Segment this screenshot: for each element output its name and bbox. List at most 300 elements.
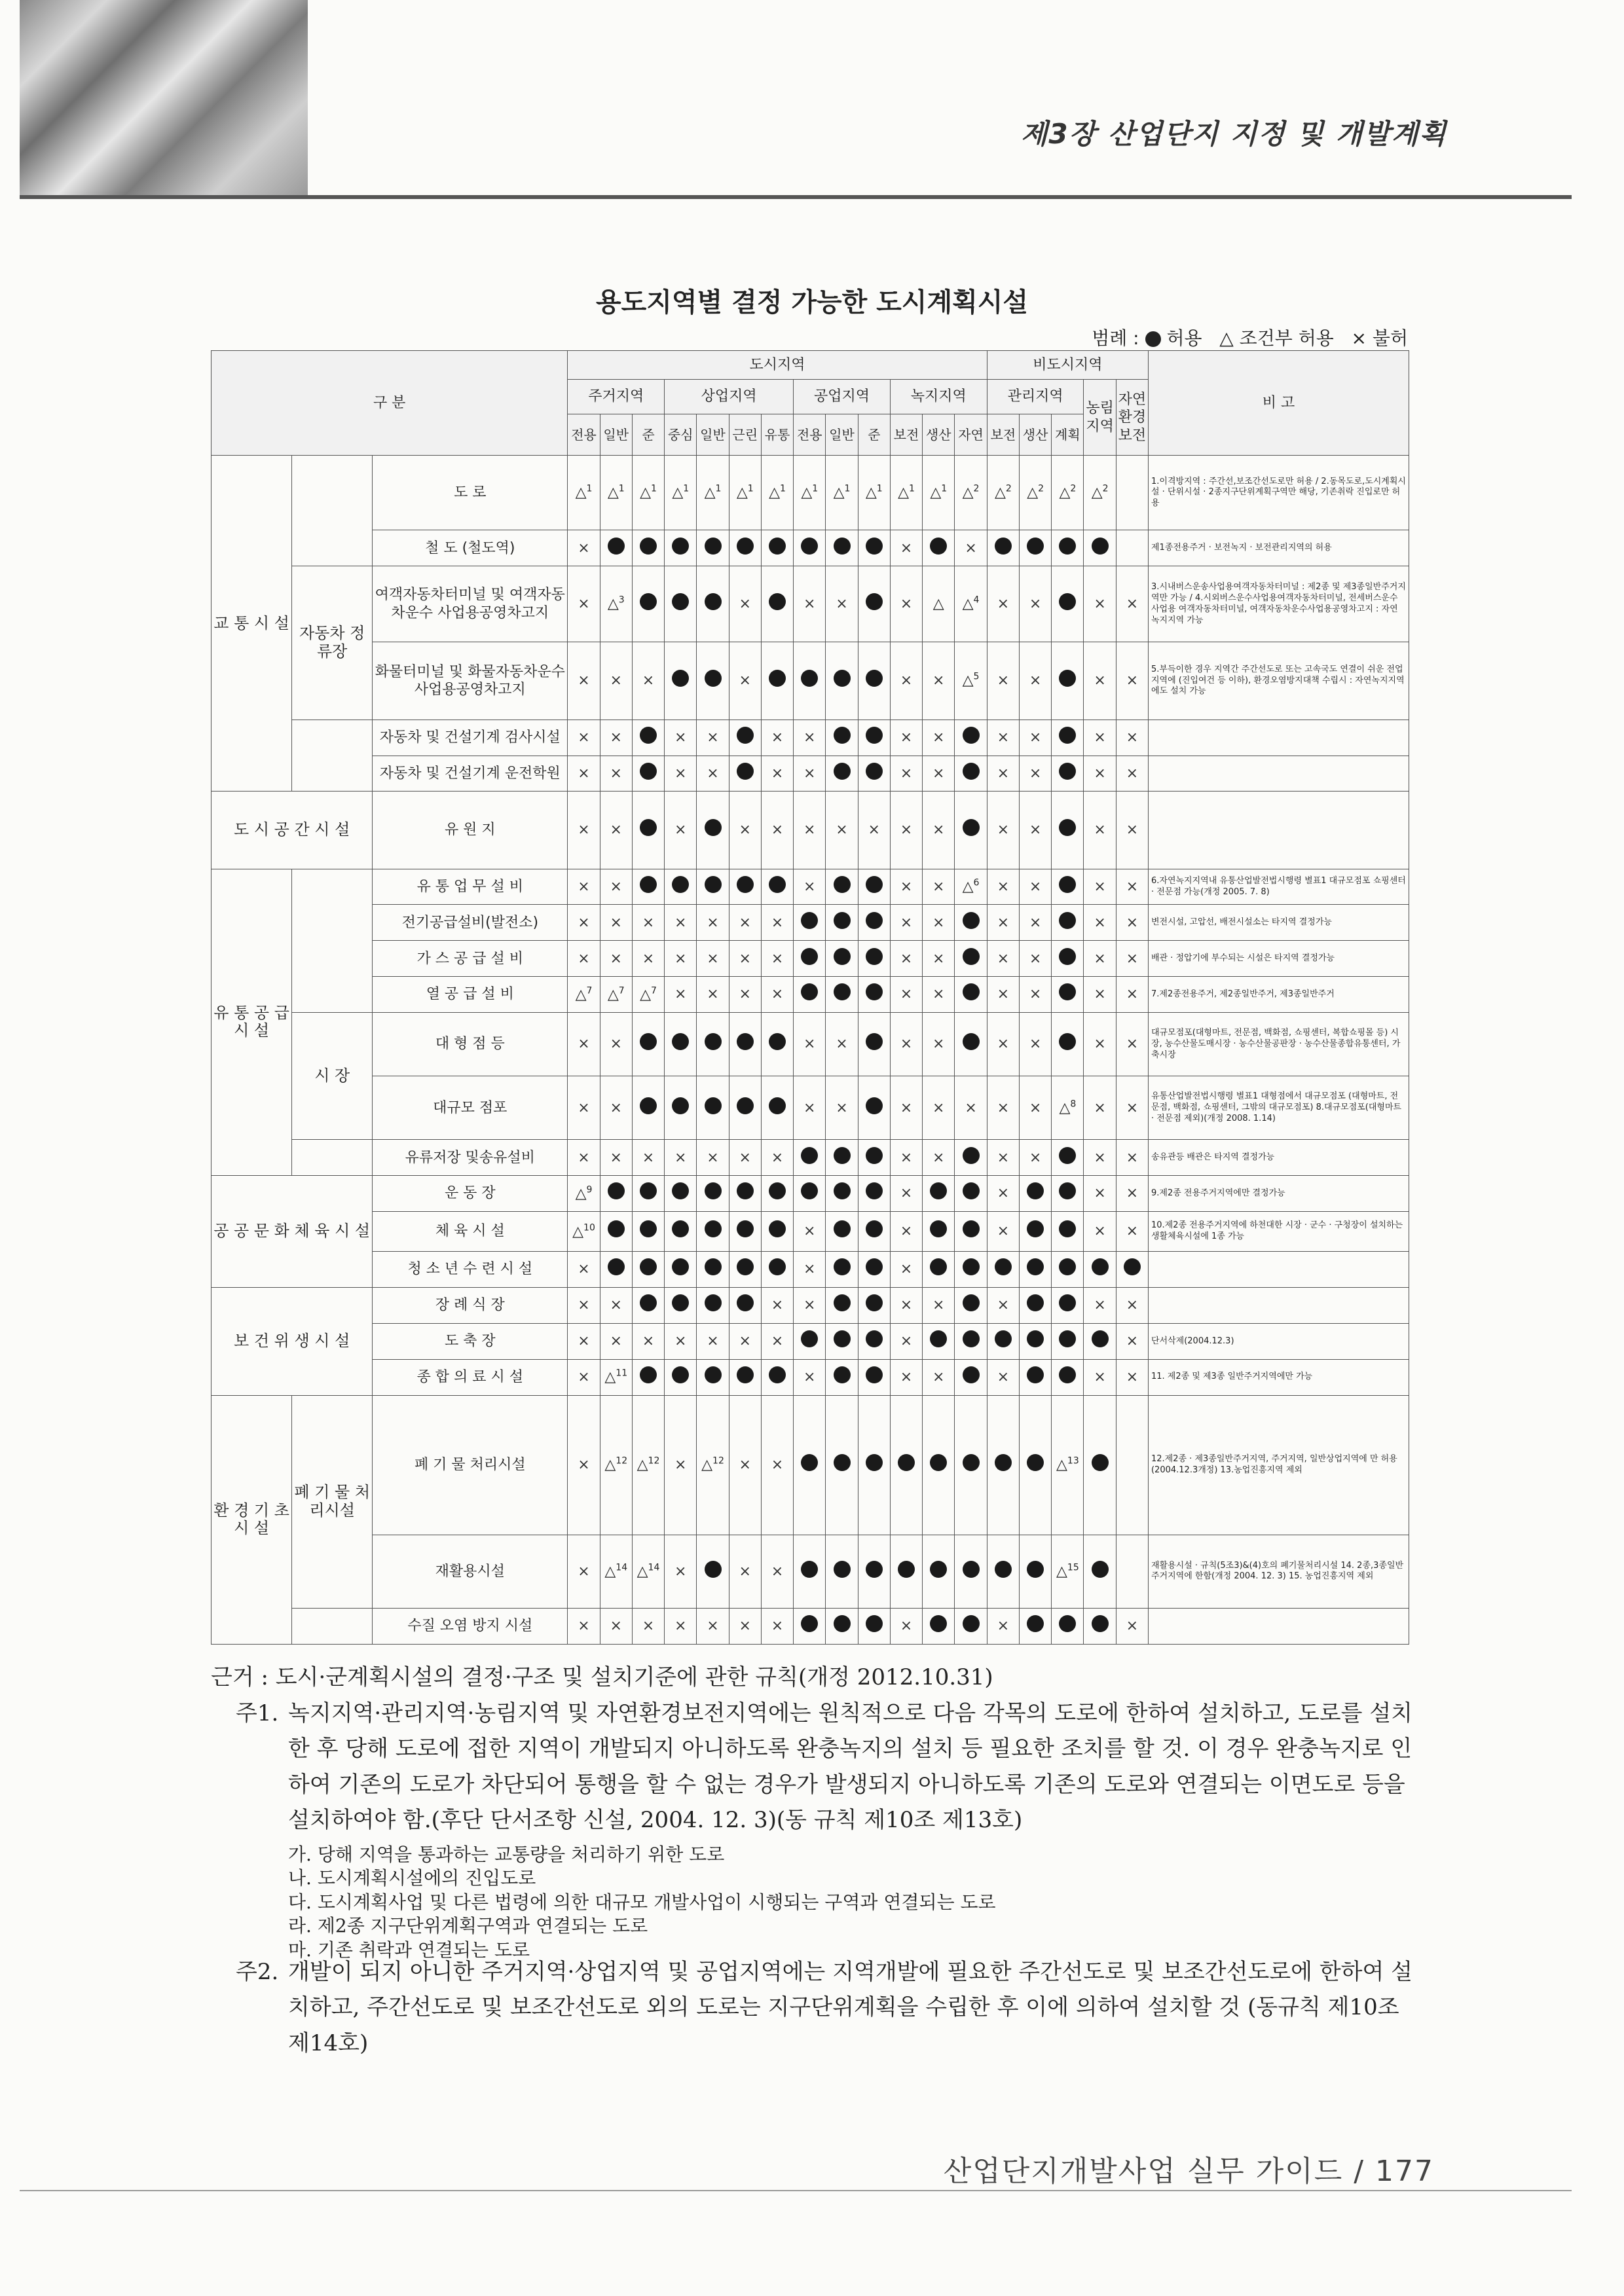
cell-r15-c17 <box>1116 1212 1148 1252</box>
prohibited-mark: × <box>1126 950 1139 967</box>
allow-dot-icon <box>769 1182 786 1199</box>
allow-dot-icon <box>866 1220 883 1237</box>
prohibited-mark: × <box>707 1149 719 1166</box>
allow-dot-icon <box>995 1258 1012 1275</box>
conditional-mark: △$^2$ <box>1059 484 1077 501</box>
allow-dot-icon <box>963 1294 980 1311</box>
cell-r6-c7 <box>794 792 826 869</box>
cell-r21-c8 <box>826 1535 858 1609</box>
conditional-mark: △$^1$ <box>833 484 851 501</box>
allow-dot-icon <box>608 1182 625 1199</box>
legend-label: 범례 : <box>1092 327 1139 349</box>
cell-r14-c1 <box>600 1176 632 1212</box>
cell-r2-c0 <box>568 566 600 642</box>
table-row <box>212 1140 1409 1176</box>
prohibited-mark: × <box>578 596 590 613</box>
cell-r21-c2 <box>632 1535 664 1609</box>
zoning-table <box>211 350 1409 1645</box>
prohibited-mark: × <box>1126 672 1139 689</box>
allow-dot-icon <box>834 912 851 929</box>
row-label: 자동차 및 건설기계 검사시설 <box>373 720 568 756</box>
cell-r7-c5 <box>729 869 761 905</box>
prohibited-mark: × <box>610 950 622 967</box>
note1-head: 주1. <box>236 1700 279 1726</box>
prohibited-mark: × <box>1029 596 1042 613</box>
allow-dot-icon <box>737 1294 754 1311</box>
row-label: 대규모 점포 <box>373 1076 568 1140</box>
prohibited-mark: × <box>578 1149 590 1166</box>
cell-r6-c17 <box>1116 792 1148 869</box>
cell-r20-c4 <box>697 1395 729 1535</box>
cell-r11-c16 <box>1084 1013 1116 1076</box>
cell-r15-c16 <box>1084 1212 1116 1252</box>
allow-dot-icon <box>1027 1182 1044 1199</box>
prohibited-mark: × <box>997 1149 1010 1166</box>
row-note <box>1148 720 1409 756</box>
cell-r20-c2 <box>632 1395 664 1535</box>
cell-r7-c2 <box>632 869 664 905</box>
allow-dot-icon <box>1027 1294 1044 1311</box>
cell-r13-c12 <box>955 1140 987 1176</box>
cell-r20-c7 <box>794 1395 826 1535</box>
prohibited-mark: × <box>997 765 1010 782</box>
cell-r0-c2 <box>632 456 664 530</box>
cell-r12-c9 <box>858 1076 890 1140</box>
allow-dot-icon <box>672 1097 689 1114</box>
cell-r7-c7 <box>794 869 826 905</box>
prohibited-mark: × <box>578 1563 590 1580</box>
prohibited-mark: × <box>674 1333 687 1350</box>
cell-r16-c15 <box>1052 1252 1084 1288</box>
table-row <box>212 1359 1409 1395</box>
cell-r7-c15 <box>1052 869 1084 905</box>
row-label: 재활용시설 <box>373 1535 568 1609</box>
allow-dot-icon <box>1059 1220 1076 1237</box>
cell-r14-c3 <box>665 1176 697 1212</box>
prohibited-mark: × <box>771 822 784 839</box>
cell-r3-c11 <box>923 642 955 720</box>
conditional-mark: △ <box>932 596 944 613</box>
row-label: 열 공 급 설 비 <box>373 977 568 1013</box>
cell-r9-c10 <box>890 941 922 977</box>
cell-r15-c0 <box>568 1212 600 1252</box>
cell-r1-c5 <box>729 530 761 566</box>
cell-r8-c2 <box>632 905 664 941</box>
row-label: 자동차 및 건설기계 운전학원 <box>373 756 568 792</box>
cell-r11-c0 <box>568 1013 600 1076</box>
cell-r7-c3 <box>665 869 697 905</box>
prohibited-mark: × <box>771 1297 784 1314</box>
subheader-mgt-1: 생산 <box>1019 414 1051 456</box>
prohibited-mark: × <box>771 986 784 1003</box>
prohibited-mark: × <box>900 1297 913 1314</box>
cell-r1-c8 <box>826 530 858 566</box>
cell-r2-c17 <box>1116 566 1148 642</box>
prohibited-mark: × <box>1094 672 1106 689</box>
allow-dot-icon <box>866 1561 883 1578</box>
cell-r22-c0 <box>568 1608 600 1644</box>
allow-dot-icon <box>866 593 883 610</box>
cell-r11-c3 <box>665 1013 697 1076</box>
row-note: 제1종전용주거 · 보전녹지 · 보전관리지역의 허용 <box>1148 530 1409 566</box>
cat-blank <box>292 869 373 1013</box>
prohibited-mark: × <box>900 1369 913 1386</box>
prohibited-mark: × <box>610 1618 622 1635</box>
allow-dot-icon <box>866 538 883 555</box>
cell-r20-c13 <box>987 1395 1019 1535</box>
cell-r3-c5 <box>729 642 761 720</box>
allow-dot-icon <box>608 1258 625 1275</box>
allow-dot-icon <box>640 727 657 744</box>
prohibited-mark: × <box>900 878 913 895</box>
cell-r10-c10 <box>890 977 922 1013</box>
cell-r5-c14 <box>1019 756 1051 792</box>
prohibited-mark: × <box>578 1297 590 1314</box>
header-nature: 자연환경보전 <box>1116 380 1148 456</box>
allow-dot-icon <box>737 727 754 744</box>
allow-dot-icon <box>1059 819 1076 836</box>
cell-r18-c5 <box>729 1324 761 1360</box>
cell-r7-c9 <box>858 869 890 905</box>
cell-r10-c12 <box>955 977 987 1013</box>
prohibited-mark: × <box>771 914 784 931</box>
cell-r7-c17 <box>1116 869 1148 905</box>
cat-environment: 환 경 기 초 시 설 <box>212 1395 292 1644</box>
cell-r19-c8 <box>826 1359 858 1395</box>
table-row <box>212 1252 1409 1288</box>
prohibited-mark: × <box>707 914 719 931</box>
prohibited-mark: × <box>900 1261 913 1278</box>
cell-r13-c16 <box>1084 1140 1116 1176</box>
prohibited-mark: × <box>610 729 622 746</box>
allow-dot-icon <box>1027 538 1044 555</box>
subheader-ind-0: 전용 <box>794 414 826 456</box>
cell-r15-c12 <box>955 1212 987 1252</box>
cell-r11-c13 <box>987 1013 1019 1076</box>
legend-prohibited: × 불허 <box>1351 327 1408 349</box>
allow-dot-icon <box>995 1561 1012 1578</box>
allow-dot-icon <box>963 948 980 965</box>
table-row <box>212 869 1409 905</box>
cell-r13-c10 <box>890 1140 922 1176</box>
cell-r22-c14 <box>1019 1608 1051 1644</box>
cell-r13-c2 <box>632 1140 664 1176</box>
cell-r13-c6 <box>761 1140 793 1176</box>
allow-dot-icon <box>705 593 722 610</box>
cell-r12-c15 <box>1052 1076 1084 1140</box>
cell-r21-c15 <box>1052 1535 1084 1609</box>
prohibited-mark: × <box>674 822 687 839</box>
allow-dot-icon <box>672 1220 689 1237</box>
allow-dot-icon <box>1059 1615 1076 1632</box>
cell-r22-c2 <box>632 1608 664 1644</box>
cell-r5-c6 <box>761 756 793 792</box>
conditional-mark: △$^1$ <box>575 484 593 501</box>
cell-r16-c1 <box>600 1252 632 1288</box>
cell-r14-c15 <box>1052 1176 1084 1212</box>
cell-r19-c5 <box>729 1359 761 1395</box>
prohibited-mark: × <box>707 986 719 1003</box>
allow-dot-icon <box>1092 538 1109 555</box>
cat-blank <box>292 1608 373 1644</box>
cell-r22-c8 <box>826 1608 858 1644</box>
prohibited-mark: × <box>997 986 1010 1003</box>
allow-dot-icon <box>834 538 851 555</box>
prohibited-mark: × <box>1126 986 1139 1003</box>
prohibited-mark: × <box>739 822 751 839</box>
conditional-mark: △$^1$ <box>801 484 819 501</box>
allow-dot-icon <box>866 1147 883 1164</box>
cell-r11-c8 <box>826 1013 858 1076</box>
cell-r19-c13 <box>987 1359 1019 1395</box>
cell-r19-c11 <box>923 1359 955 1395</box>
allow-dot-icon <box>672 876 689 893</box>
row-label: 유 통 업 무 설 비 <box>373 869 568 905</box>
table-row <box>212 456 1409 530</box>
allow-dot-icon <box>866 1294 883 1311</box>
allow-dot-icon <box>640 538 657 555</box>
cell-r9-c5 <box>729 941 761 977</box>
allow-dot-icon <box>963 727 980 744</box>
cell-r11-c17 <box>1116 1013 1148 1076</box>
allow-dot-icon <box>1027 1258 1044 1275</box>
allow-dot-icon <box>705 1220 722 1237</box>
cell-r0-c13 <box>987 456 1019 530</box>
cell-r22-c9 <box>858 1608 890 1644</box>
prohibited-mark: × <box>803 1223 816 1240</box>
conditional-mark: △$^2$ <box>994 484 1012 501</box>
prohibited-mark: × <box>932 1036 945 1053</box>
cell-r0-c1 <box>600 456 632 530</box>
prohibited-mark: × <box>1029 986 1042 1003</box>
cell-r6-c2 <box>632 792 664 869</box>
cell-r15-c15 <box>1052 1212 1084 1252</box>
prohibited-mark: × <box>997 729 1010 746</box>
prohibited-mark: × <box>610 765 622 782</box>
cell-r13-c5 <box>729 1140 761 1176</box>
allow-dot-icon <box>930 1182 947 1199</box>
allow-dot-icon <box>1145 331 1161 347</box>
cell-r16-c14 <box>1019 1252 1051 1288</box>
cell-r15-c1 <box>600 1212 632 1252</box>
cell-r3-c12 <box>955 642 987 720</box>
cell-r16-c11 <box>923 1252 955 1288</box>
prohibited-mark: × <box>1094 1297 1106 1314</box>
cell-r7-c4 <box>697 869 729 905</box>
prohibited-mark: × <box>674 914 687 931</box>
cell-r2-c6 <box>761 566 793 642</box>
cell-r22-c13 <box>987 1608 1019 1644</box>
cell-r1-c14 <box>1019 530 1051 566</box>
header-agri: 농림지역 <box>1084 380 1116 456</box>
allow-dot-icon <box>1059 1294 1076 1311</box>
allow-dot-icon <box>834 763 851 780</box>
cell-r8-c11 <box>923 905 955 941</box>
prohibited-mark: × <box>771 1457 784 1474</box>
cell-r13-c15 <box>1052 1140 1084 1176</box>
table-row <box>212 1076 1409 1140</box>
prohibited-mark: × <box>771 729 784 746</box>
allow-dot-icon <box>1027 1330 1044 1347</box>
prohibited-mark: × <box>707 1618 719 1635</box>
prohibited-mark: × <box>932 672 945 689</box>
header-urban: 도시지역 <box>568 351 987 380</box>
allow-dot-icon <box>640 819 657 836</box>
cell-r4-c3 <box>665 720 697 756</box>
prohibited-mark: × <box>900 729 913 746</box>
subheader-grn-0: 보전 <box>890 414 922 456</box>
cell-r6-c11 <box>923 792 955 869</box>
cell-r8-c9 <box>858 905 890 941</box>
allow-dot-icon <box>866 912 883 929</box>
table-row <box>212 566 1409 642</box>
prohibited-mark: × <box>1029 950 1042 967</box>
prohibited-mark: × <box>803 765 816 782</box>
legend-allow: 허용 <box>1166 327 1202 349</box>
cell-r22-c10 <box>890 1608 922 1644</box>
cell-r0-c4 <box>697 456 729 530</box>
cell-r15-c8 <box>826 1212 858 1252</box>
prohibited-mark: × <box>707 729 719 746</box>
subheader-mgt-2: 계획 <box>1052 414 1084 456</box>
allow-dot-icon <box>866 1258 883 1275</box>
cell-r6-c12 <box>955 792 987 869</box>
cell-r20-c17 <box>1116 1395 1148 1535</box>
row-label: 수질 오염 방지 시설 <box>373 1608 568 1644</box>
cell-r16-c0 <box>568 1252 600 1288</box>
cell-r14-c12 <box>955 1176 987 1212</box>
cell-r9-c8 <box>826 941 858 977</box>
cell-r5-c17 <box>1116 756 1148 792</box>
allow-dot-icon <box>640 1033 657 1050</box>
row-label: 체 육 시 설 <box>373 1212 568 1252</box>
cell-r0-c17 <box>1116 456 1148 530</box>
allow-dot-icon <box>801 948 818 965</box>
cell-r9-c6 <box>761 941 793 977</box>
table-row <box>212 720 1409 756</box>
cell-r13-c4 <box>697 1140 729 1176</box>
prohibited-mark: × <box>1029 822 1042 839</box>
cell-r8-c4 <box>697 905 729 941</box>
cell-r18-c1 <box>600 1324 632 1360</box>
basis-text: 근거 : 도시·군계획시설의 결정·구조 및 설치기준에 관한 규칙(개정 2012.10.31) <box>211 1664 993 1690</box>
cell-r0-c14 <box>1019 456 1051 530</box>
allow-dot-icon <box>963 1258 980 1275</box>
cell-r2-c8 <box>826 566 858 642</box>
cell-r18-c15 <box>1052 1324 1084 1360</box>
cell-r14-c17 <box>1116 1176 1148 1212</box>
cell-r11-c15 <box>1052 1013 1084 1076</box>
note1-text: 녹지지역·관리지역·농림지역 및 자연환경보전지역에는 원칙적으로 다음 각목의 도로에 한하여 설치하고, 도로를 설치한 후 당해 도로에 접한 지역이 개발되지 아니하도록 완충녹지의 설치 등 필요한 조치를 할 것. 이 경우 완충녹지로 인하여 기존의 도로가 차단되어 통행을 할 수 없는 경우가 발생되지 아니하도록 기존의 도로와 연결되는 이면도로 등을 설치하여야 함.(후단 단서조항 신설, 2004. 12. 3)(동 규칙 제10조 제13호) <box>288 1700 1413 1834</box>
cell-r21-c17 <box>1116 1535 1148 1609</box>
prohibited-mark: × <box>1029 1149 1042 1166</box>
cell-r19-c16 <box>1084 1359 1116 1395</box>
cell-r6-c5 <box>729 792 761 869</box>
conditional-mark: △$^{15}$ <box>1056 1562 1079 1580</box>
cell-r16-c3 <box>665 1252 697 1288</box>
cell-r17-c13 <box>987 1288 1019 1324</box>
prohibited-mark: × <box>1126 822 1139 839</box>
cell-r15-c7 <box>794 1212 826 1252</box>
cell-r2-c15 <box>1052 566 1084 642</box>
allow-dot-icon <box>995 1454 1012 1471</box>
cell-r17-c16 <box>1084 1288 1116 1324</box>
cell-r19-c1 <box>600 1359 632 1395</box>
cell-r9-c16 <box>1084 941 1116 977</box>
prohibited-mark: × <box>707 950 719 967</box>
allow-dot-icon <box>1059 1147 1076 1164</box>
allow-dot-icon <box>769 1033 786 1050</box>
conditional-mark: △$^1$ <box>672 484 690 501</box>
cell-r20-c1 <box>600 1395 632 1535</box>
cell-r22-c1 <box>600 1608 632 1644</box>
allow-dot-icon <box>834 670 851 687</box>
allow-dot-icon <box>705 538 722 555</box>
cell-r9-c2 <box>632 941 664 977</box>
prohibited-mark: × <box>900 1618 913 1635</box>
cell-r5-c10 <box>890 756 922 792</box>
cell-r15-c4 <box>697 1212 729 1252</box>
cell-r14-c4 <box>697 1176 729 1212</box>
cell-r0-c11 <box>923 456 955 530</box>
allow-dot-icon <box>1059 1258 1076 1275</box>
cell-r7-c16 <box>1084 869 1116 905</box>
prohibited-mark: × <box>997 596 1010 613</box>
allow-dot-icon <box>737 1220 754 1237</box>
table-row <box>212 941 1409 977</box>
cell-r1-c13 <box>987 530 1019 566</box>
allow-dot-icon <box>963 763 980 780</box>
header-remarks: 비 고 <box>1148 351 1409 456</box>
allow-dot-icon <box>769 538 786 555</box>
allow-dot-icon <box>1059 538 1076 555</box>
cell-r10-c3 <box>665 977 697 1013</box>
prohibited-mark: × <box>674 1563 687 1580</box>
allow-dot-icon <box>963 1615 980 1632</box>
prohibited-mark: × <box>578 539 590 556</box>
cell-r2-c5 <box>729 566 761 642</box>
cell-r15-c13 <box>987 1212 1019 1252</box>
cell-r12-c2 <box>632 1076 664 1140</box>
cell-r1-c4 <box>697 530 729 566</box>
prohibited-mark: × <box>932 986 945 1003</box>
cell-r7-c6 <box>761 869 793 905</box>
conditional-mark: △$^6$ <box>962 877 980 895</box>
prohibited-mark: × <box>932 950 945 967</box>
cell-r5-c5 <box>729 756 761 792</box>
cat-supply: 유 통 공 급 시 설 <box>212 869 292 1176</box>
allow-dot-icon <box>963 1561 980 1578</box>
allow-dot-icon <box>963 1147 980 1164</box>
prohibited-mark: × <box>932 765 945 782</box>
allow-dot-icon <box>705 1366 722 1383</box>
allow-dot-icon <box>930 1615 947 1632</box>
prohibited-mark: × <box>900 986 913 1003</box>
cell-r6-c3 <box>665 792 697 869</box>
prohibited-mark: × <box>707 765 719 782</box>
cell-r16-c5 <box>729 1252 761 1288</box>
cell-r16-c12 <box>955 1252 987 1288</box>
allow-dot-icon <box>672 538 689 555</box>
cell-r15-c10 <box>890 1212 922 1252</box>
cell-r17-c0 <box>568 1288 600 1324</box>
allow-dot-icon <box>1027 1561 1044 1578</box>
prohibited-mark: × <box>803 596 816 613</box>
conditional-mark: △$^2$ <box>1091 484 1109 501</box>
cell-r16-c2 <box>632 1252 664 1288</box>
cell-r15-c6 <box>761 1212 793 1252</box>
cell-r15-c2 <box>632 1212 664 1252</box>
